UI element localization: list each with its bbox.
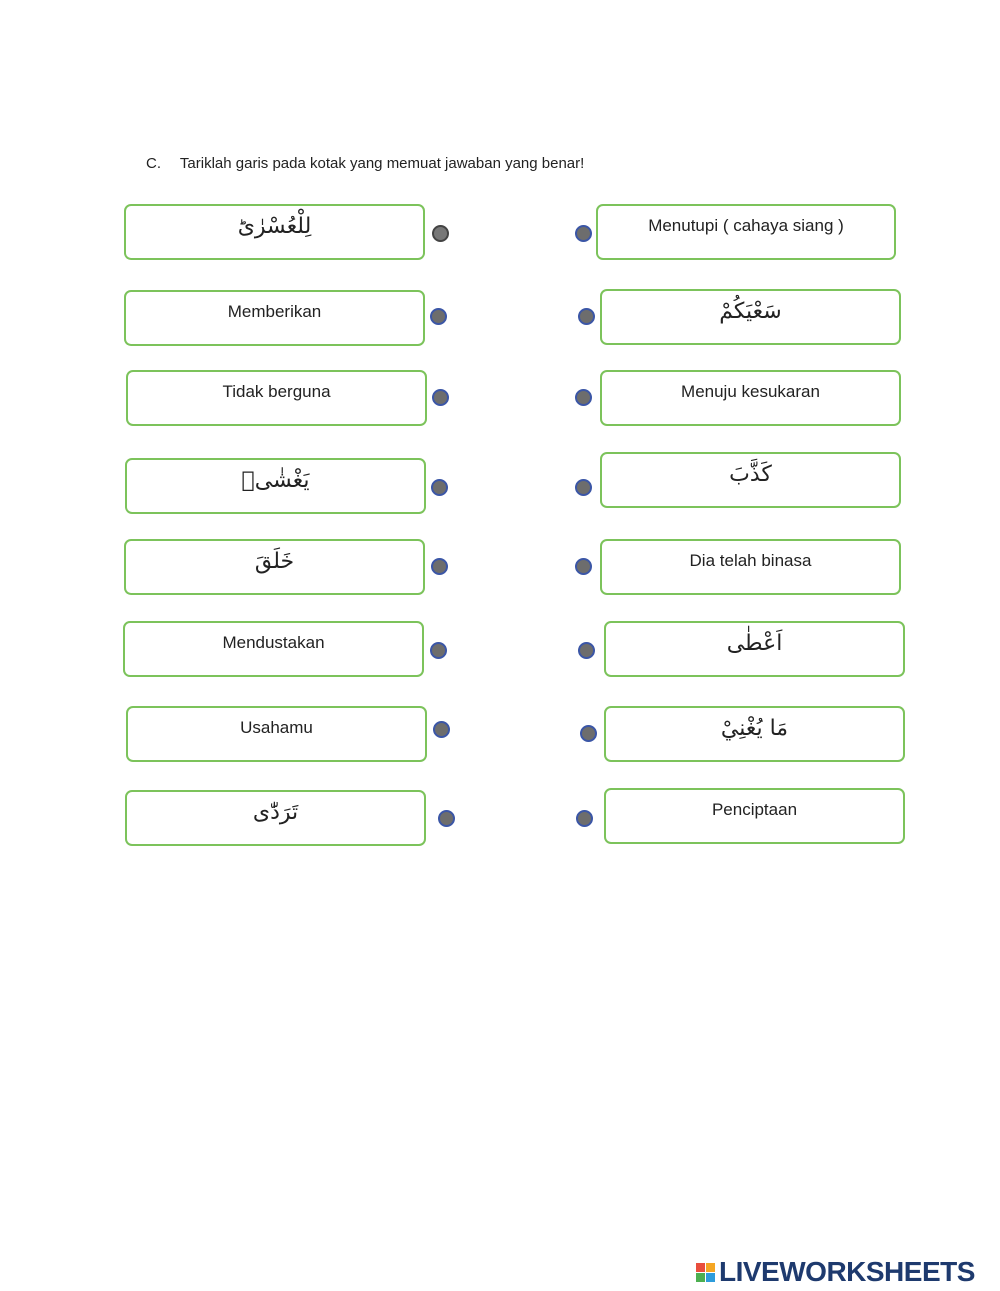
right-box-label: اَعْطٰى <box>726 631 783 656</box>
right-box-1 <box>596 204 896 260</box>
left-box-label: Memberikan <box>227 302 322 321</box>
logo-square-red <box>696 1263 705 1272</box>
left-connector-dot-2[interactable] <box>430 308 447 325</box>
right-box-4 <box>600 452 901 508</box>
left-box-label: تَرَدّٰى <box>252 800 299 825</box>
left-box-8 <box>125 790 426 846</box>
left-box-1 <box>124 204 425 260</box>
logo-square-green <box>696 1273 705 1282</box>
left-box-6 <box>123 621 424 677</box>
logo-square-orange <box>706 1263 715 1272</box>
logo-square-blue <box>706 1273 715 1282</box>
right-box-5 <box>600 539 901 595</box>
right-box-3 <box>600 370 901 426</box>
left-box-label: خَلَقَ <box>254 549 295 574</box>
left-box-7 <box>126 706 427 762</box>
liveworksheets-logo-icon <box>696 1263 715 1282</box>
instruction <box>146 155 584 172</box>
left-box-4 <box>125 458 426 514</box>
right-box-label: Penciptaan <box>711 800 798 819</box>
right-connector-dot-5[interactable] <box>575 558 592 575</box>
right-box-label: Dia telah binasa <box>689 551 812 570</box>
right-box-label: مَا يُغْنِيْ <box>720 716 789 741</box>
right-connector-dot-1[interactable] <box>575 225 592 242</box>
right-box-label: كَذَّبَ <box>729 462 772 487</box>
right-box-label: Menuju kesukaran <box>681 382 820 401</box>
right-connector-dot-8[interactable] <box>576 810 593 827</box>
right-connector-dot-4[interactable] <box>575 479 592 496</box>
right-connector-dot-7[interactable] <box>580 725 597 742</box>
left-box-3 <box>126 370 427 426</box>
left-box-label: Tidak berguna <box>222 382 331 401</box>
left-connector-dot-3[interactable] <box>432 389 449 406</box>
instruction-number: C. <box>146 155 161 172</box>
left-box-5 <box>124 539 425 595</box>
logo-text: LIVEWORKSHEETS <box>719 1256 975 1287</box>
right-box-label: سَعْيَكُمْ <box>719 299 782 324</box>
right-connector-dot-2[interactable] <box>578 308 595 325</box>
right-connector-dot-3[interactable] <box>575 389 592 406</box>
left-connector-dot-4[interactable] <box>431 479 448 496</box>
left-connector-dot-8[interactable] <box>438 810 455 827</box>
left-box-label: يَغْشٰىۙ <box>241 468 310 493</box>
left-connector-dot-1[interactable] <box>432 225 449 242</box>
left-connector-dot-5[interactable] <box>431 558 448 575</box>
left-box-label: Mendustakan <box>222 633 325 652</box>
left-connector-dot-6[interactable] <box>430 642 447 659</box>
right-connector-dot-6[interactable] <box>578 642 595 659</box>
right-box-7 <box>604 706 905 762</box>
right-box-label: Menutupi ( cahaya siang ) <box>648 216 844 235</box>
instruction-text: Tariklah garis pada kotak yang memuat jawaban yang benar! <box>179 155 585 172</box>
right-box-2 <box>600 289 901 345</box>
left-box-label: لِلْعُسْرٰىؕ <box>237 214 312 239</box>
right-box-6 <box>604 621 905 677</box>
left-box-label: Usahamu <box>240 718 313 737</box>
right-box-8 <box>604 788 905 844</box>
left-box-2 <box>124 290 425 346</box>
liveworksheets-logo[interactable] <box>696 1256 975 1288</box>
left-connector-dot-7[interactable] <box>433 721 450 738</box>
